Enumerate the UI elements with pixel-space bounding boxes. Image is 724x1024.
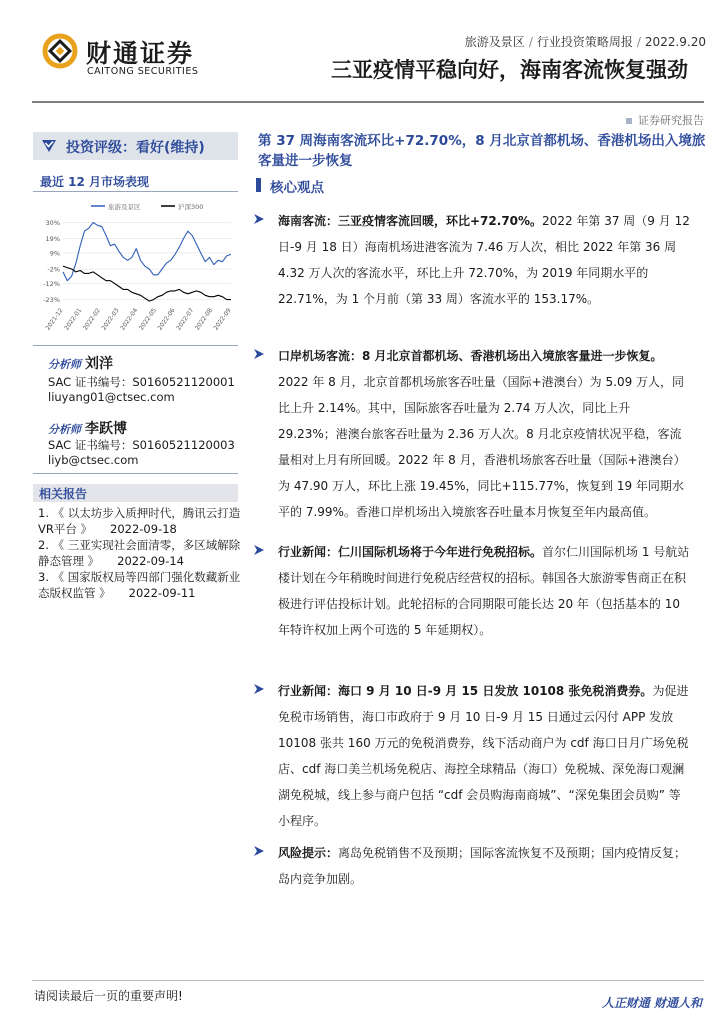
bullet-arrow-icon: [254, 846, 264, 856]
chart-legend: [91, 202, 203, 211]
point-incheon: [278, 539, 690, 643]
analyst-1-title: [48, 353, 113, 373]
header-date: 2022.9.20: [644, 35, 706, 49]
header-divider: [32, 101, 704, 103]
market-performance-chart: [33, 196, 238, 338]
footer-divider: [32, 980, 704, 981]
series-line-industry: [63, 222, 231, 280]
bullet-arrow-icon: [254, 545, 264, 555]
x-tick-label: 2022-02: [81, 307, 102, 332]
related-report-title: 《 以太坊步入质押时代，腾讯云打造VR平台 》: [38, 506, 241, 536]
investment-rating: 投资评级：看好(维持): [66, 140, 205, 156]
point-lead: 行业新闻：仁川国际机场将于今年进行免税招标。: [278, 545, 543, 559]
core-heading-bar: [256, 178, 261, 192]
related-report-date: 2022-09-14: [117, 554, 184, 568]
related-report-num: 1.: [38, 506, 49, 520]
analyst-1-name: 刘洋: [85, 356, 113, 372]
y-tick-label: 30%: [45, 218, 60, 227]
header-meta: 旅游及景区 / 行业投资策略周报 / 2022.9.20: [464, 35, 706, 49]
header-report-kind: 行业投资策略周报: [536, 35, 633, 49]
report-title: 三亚疫情平稳向好，海南客流恢复强劲: [331, 58, 688, 82]
x-tick-label: 2022-01: [63, 307, 84, 332]
y-tick-label: 9%: [49, 249, 60, 258]
y-tick-label: -12%: [43, 280, 60, 289]
related-reports-heading: 相关报告: [39, 487, 88, 501]
company-logo-icon: [42, 33, 78, 69]
related-reports-header: [33, 484, 238, 502]
bullet-arrow-icon: [254, 684, 264, 694]
point-body: 2022 年 8 月，北京首都机场旅客吞吐量（国际+港澳台）为 5.09 万人，同比上升 2.14%。其中，国际旅客吞吐量为 2.74 万人次，同比上升 29.23%；港澳台旅客吞吐量为 2.36 万人次。8 月北京疫情状况平稳，客流量相对上月有所回暖。2022 年 8 月，香港机场旅客吞吐量（国际+港澳台）为 47.90 万人，环比上涨 19.45%，同比+115.77%，恢复到 19 年同期水平的 7.99%。香港口岸机场出入境旅客吞吐量本月恢复至年内最高值。: [278, 375, 686, 519]
point-lead: 风险提示：: [278, 846, 339, 860]
report-type: [626, 112, 704, 128]
point-body: 为促进免税市场销售，海口市政府于 9 月 10 日-9 月 15 日通过云闪付 APP 发放 10108 张共 160 万元的免税消费券，线下活动商户为 cdf 海口日月广场免税店、cdf 海口美兰机场免税店、海控全球精品（海口）免税城、深免海口观澜湖免税城，线上参与商户包括 “cdf 会员购海南商城”、“深免集团会员购” 等小程序。: [278, 684, 689, 828]
core-heading: 核心观点: [270, 180, 324, 196]
analyst-1-sac: SAC 证书编号：S0160521120001: [48, 375, 235, 389]
chart-y-ticks: [43, 219, 60, 304]
footer-disclaimer[interactable]: 请阅读最后一页的重要声明!: [34, 989, 183, 1003]
related-report-title: 《 国家版权局等四部门强化数藏新业态版权监管 》: [38, 570, 241, 600]
report-type-label: 证券研究报告: [638, 114, 704, 127]
x-tick-label: 2022-09: [212, 307, 233, 332]
x-tick-label: 2022-03: [100, 307, 121, 332]
market-performance-heading: 最近 12 月市场表现: [40, 175, 150, 189]
related-report-num: 2.: [38, 538, 49, 552]
analyst-rule-bottom: [33, 473, 238, 474]
x-tick-label: 2021-12: [44, 307, 65, 332]
analyst-2-title: [48, 418, 127, 438]
y-tick-label: -23%: [43, 296, 60, 305]
point-lead: 口岸机场客流：8 月北京首都机场、香港机场出入境旅客量进一步恢复。: [278, 349, 663, 363]
header-industry: 旅游及景区: [464, 35, 525, 49]
related-report-date: 2022-09-11: [128, 586, 196, 600]
related-report-item[interactable]: [38, 505, 243, 537]
x-tick-label: 2022-07: [175, 307, 196, 332]
analyst-2-name: 李跃博: [85, 421, 127, 437]
footer-slogan: 人正财通 财通人和: [601, 996, 702, 1010]
related-report-title: 《 三亚实现社会面清零，多区域解除静态管理 》: [38, 538, 241, 568]
analyst-rule-top: [33, 345, 238, 346]
related-report-date: 2022-09-18: [110, 522, 177, 536]
diamond-check-icon: [40, 138, 58, 154]
market-heading-rule: [33, 191, 238, 192]
point-lead: 行业新闻：海口 9 月 10 日-9 月 15 日发放 10108 张免税消费券。: [278, 684, 653, 698]
square-icon: [626, 118, 632, 124]
company-name-cn: 财通证券: [86, 39, 195, 68]
analyst-2-sac: SAC 证书编号：S0160521120003: [48, 438, 235, 452]
y-tick-label: -2%: [47, 265, 60, 274]
analyst-2-label: 分析师: [48, 423, 81, 436]
bullet-arrow-icon: [254, 349, 264, 359]
related-report-item[interactable]: [38, 569, 243, 601]
point-hainan: [278, 208, 690, 312]
related-report-num: 3.: [38, 570, 49, 584]
legend-label-industry: 旅游及景区: [108, 203, 141, 211]
related-report-item[interactable]: [38, 537, 243, 569]
y-tick-label: 19%: [45, 234, 60, 243]
point-lead: 海南客流：三亚疫情客流回暖，环比+72.70%。: [278, 214, 543, 228]
x-tick-label: 2022-08: [193, 307, 214, 332]
company-name-en: CAITONG SECURITIES: [87, 66, 199, 77]
point-airports: [278, 343, 690, 525]
x-tick-label: 2022-06: [156, 307, 177, 332]
point-risk: [278, 840, 690, 892]
chart-x-ticks: [45, 307, 233, 332]
x-tick-label: 2022-05: [137, 307, 158, 332]
analyst-2-email[interactable]: liyb@ctsec.com: [48, 453, 139, 467]
legend-label-index: 沪深300: [178, 203, 204, 211]
point-body: 离岛免税销售不及预期；国际客流恢复不及预期；国内疫情反复；岛内竞争加剧。: [278, 846, 687, 886]
bullet-arrow-icon: [254, 214, 264, 224]
chart-lines: [63, 222, 231, 301]
analyst-1-label: 分析师: [48, 358, 81, 371]
point-haikou: [278, 678, 690, 834]
main-headline: 第 37 周海南客流环比+72.70%，8 月北京首都机场、香港机场出入境旅客量进一步恢复: [258, 133, 706, 169]
point-body: 首尔仁川国际机场 1 号航站楼计划在今年稍晚时间进行免税店经营权的招标。韩国各大旅游零售商正在积极进行评估投标计划。此轮招标的合同期限可能长达 20 年（包括基本的 10 年特许权加上两个可选的 5 年延期权）。: [278, 545, 690, 637]
analyst-1-email[interactable]: liuyang01@ctsec.com: [48, 390, 175, 404]
x-tick-label: 2022-04: [119, 307, 140, 332]
point-body: 2022 年第 37 周（9 月 12 日-9 月 18 日）海南机场进港客流为 7.46 万人次，相比 2022 年第 36 周 4.32 万人次的客流水平，环比上升 72.70%，为 2019 年同期水平的 22.71%，为 1 个月前（第 33 周）客流水平的 153.17%。: [278, 214, 690, 306]
